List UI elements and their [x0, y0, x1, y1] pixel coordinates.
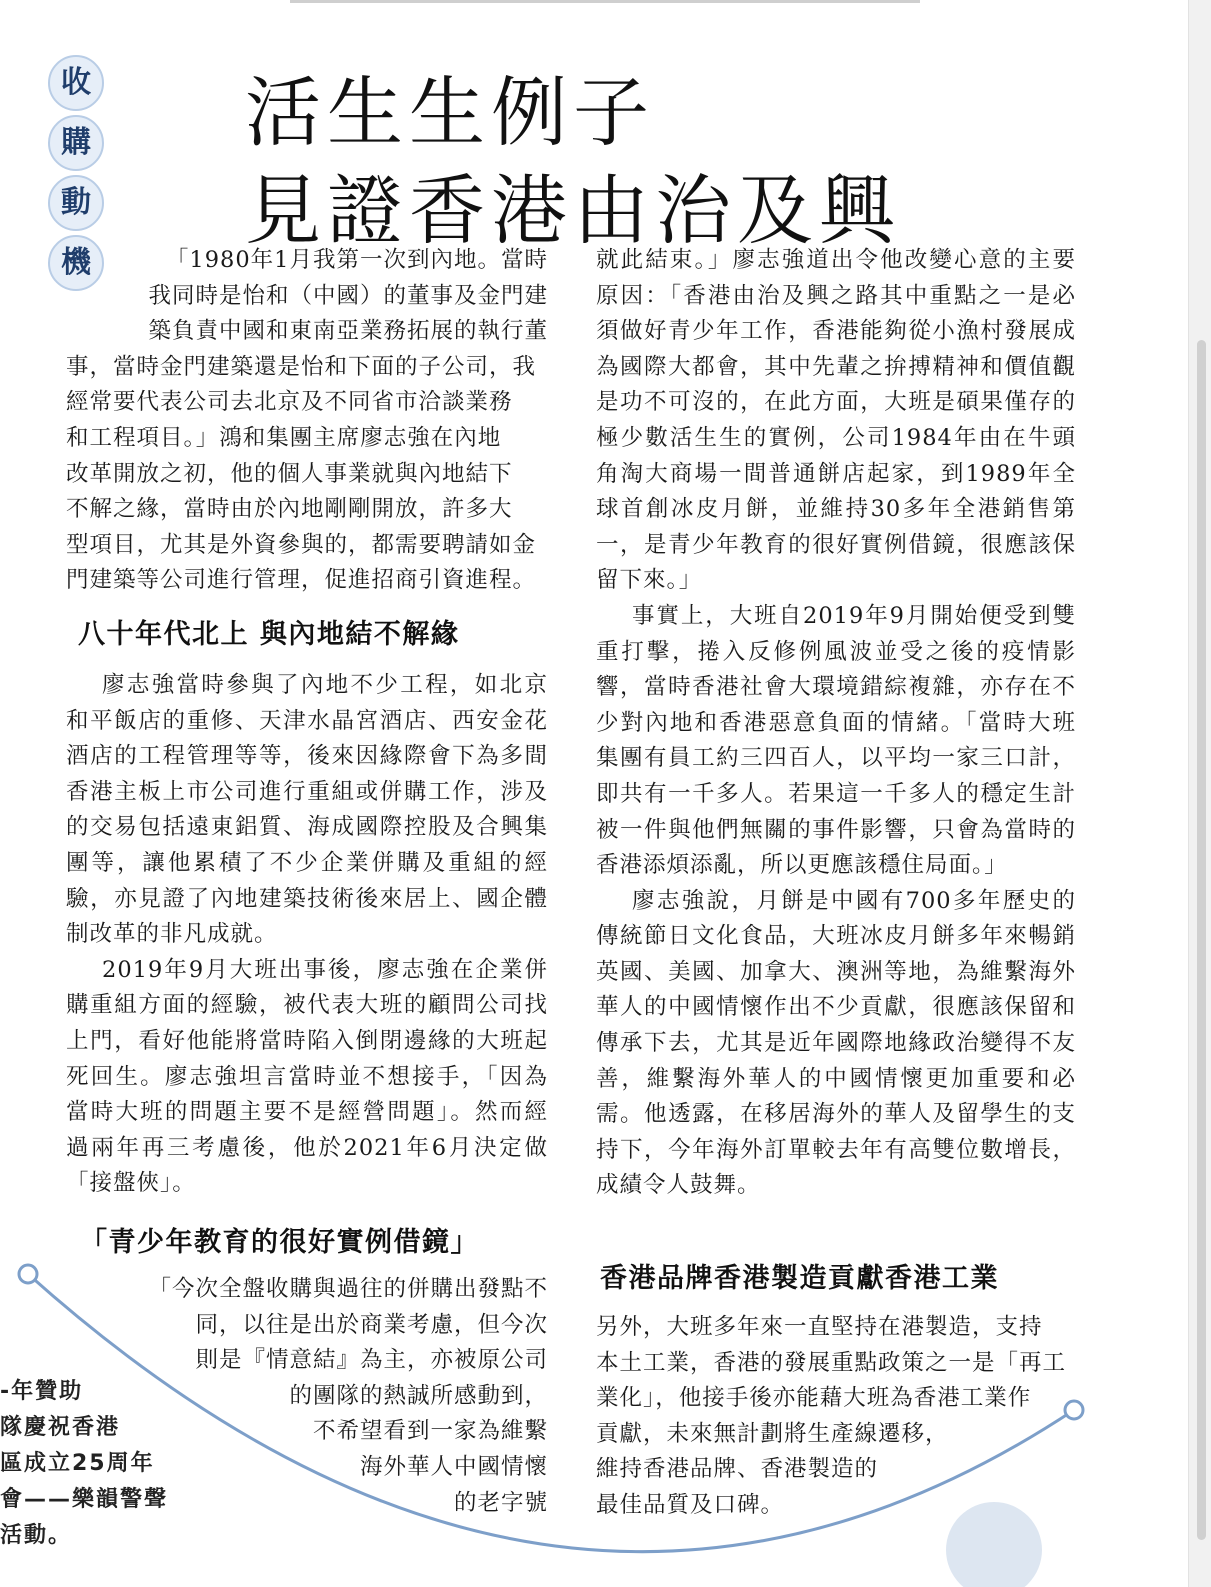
caption-line: 隊慶祝香港	[0, 1415, 121, 1440]
headline-line-2: 見證香港由治及興	[245, 166, 901, 255]
subheading-northbound: 八十年代北上 與內地結不解緣	[78, 619, 460, 650]
caption-line: 會——樂韻警聲	[0, 1487, 169, 1512]
top-rule	[290, 0, 920, 3]
text-line: 改革開放之初，他的個人事業就與內地結下	[66, 460, 513, 487]
paragraph-mooncake: 廖志強說，月餅是中國有700多年歷史的傳統節日文化食品，大班冰皮月餅多年來暢銷英國、美國、加拿大、澳洲等地，為維繫海外華人的中國情懷作出不少貢獻，很應該保留和傳承下去，尤其是近年國際地緣政治變得不友善，維繫海外華人的中國情懷更加重要和必需。他透露，在移居海外的華人及留學生的支持下，今年海外訂單較去年有高雙位數增長，成績令人鼓舞。	[596, 887, 1076, 1199]
subheading-youth-education: 「青少年教育的很好實例借鏡」	[80, 1227, 479, 1258]
text-line: 維持香港品牌、香港製造的	[596, 1456, 879, 1483]
left-intro-paragraph	[66, 243, 548, 599]
section-tag-char: 機	[48, 235, 104, 291]
text-line: 我同時是怡和（中國）的董事及金門建	[148, 282, 548, 309]
text-line: 不希望看到一家為維繫	[312, 1418, 548, 1445]
paragraph-reason: 就此結束。」廖志強道出令他改變心意的主要原因：「香港由治及興之路其中重點之一是必須做好青少年工作，香港能夠從小漁村發展成為國際大都會，其中先輩之拚搏精神和價值觀是功不可沒的，在此方面，大班是碩果僅存的極少數活生生的實例，公司1984年由在牛頭角淘大商場一間普通餅店起家，到1989年全球首創冰皮月餅，並維持30多年全港銷售第一，是青少年教育的很好實例借鏡，很應該保留下來。」	[596, 247, 1076, 594]
arc-end-dot	[1065, 1401, 1083, 1419]
arc-line	[28, 1274, 1074, 1552]
caption-line: -年贊助	[0, 1379, 84, 1404]
headline-line-1: 活生生例子	[245, 68, 655, 157]
text-line: 不解之緣，當時由於內地剛剛開放，許多大	[66, 496, 513, 523]
text-line: 海外華人中國情懷	[359, 1453, 548, 1480]
sidebar-caption	[0, 1374, 168, 1554]
paragraph-takeover: 2019年9月大班出事後，廖志強在企業併購重組方面的經驗，被代表大班的顧問公司找上門，看好他能將當時陷入倒閉邊緣的大班起死回生。廖志強坦言當時並不想接手，「因為當時大班的問題主要不是經營問題」。然而經過兩年再三考慮後，他於2021年6月決定做「接盤俠」。	[66, 956, 548, 1197]
text-line: 「今次全盤收購與過往的併購出發點不	[148, 1276, 548, 1302]
arc-end-dot	[19, 1265, 37, 1283]
section-tag-char: 購	[48, 115, 104, 171]
paragraph-double-blow: 事實上，大班自2019年9月開始便受到雙重打擊，捲入反修例風波並受之後的疫情影響，當時香港社會大環境錯綜複雜，亦存在不少對內地和香港惡意負面的情緒。「當時大班集團有員工約三四百人，以平均一家三口計，即共有一千多人。若果這一千多人的穩定生計被一件與他們無關的事件影響，只會為當時的香港添煩添亂，所以更應該穩住局面。」	[596, 602, 1076, 879]
text-line: 貢獻，未來無計劃將生產線遷移，	[596, 1420, 949, 1447]
text-line: 「1980年1月我第一次到內地。當時	[165, 247, 548, 273]
text-line: 經常要代表公司去北京及不同省市洽談業務	[66, 389, 513, 416]
text-line: 型項目，尤其是外資參與的，都需要聘請如金	[66, 531, 537, 558]
left-body	[66, 668, 548, 1202]
text-line: 本土工業，香港的發展重點政策之一是「再工	[596, 1349, 1067, 1376]
right-body	[596, 243, 1076, 1204]
decorative-circle	[946, 1502, 1042, 1587]
text-line: 同，以往是出於商業考慮，但今次	[195, 1311, 548, 1338]
text-line: 業化」，他接手後亦能藉大班為香港工業作	[596, 1385, 1032, 1412]
text-line: 則是『情意結』為主，亦被原公司	[195, 1347, 548, 1374]
section-tag-char: 收	[48, 55, 104, 111]
subheading-hk-brand: 香港品牌香港製造貢獻香港工業	[600, 1263, 999, 1294]
text-line: 最佳品質及口碑。	[596, 1491, 785, 1518]
text-line: 和工程項目。」鴻和集團主席廖志強在內地	[66, 424, 502, 451]
caption-line: 區成立25周年	[0, 1451, 155, 1476]
text-line: 的老字號	[453, 1489, 548, 1516]
text-line: 事，當時金門建築還是怡和下面的子公司，我	[66, 353, 537, 380]
section-tag-char: 動	[48, 175, 104, 231]
decorative-arc	[0, 1250, 1211, 1587]
caption-line: 活動。	[0, 1523, 73, 1548]
text-line: 門建築等公司進行管理，促進招商引資進程。	[66, 567, 537, 594]
text-line: 的團隊的熱誠所感動到，	[289, 1382, 548, 1409]
text-line: 築負責中國和東南亞業務拓展的執行董	[148, 318, 548, 345]
paragraph-projects: 廖志強當時參與了內地不少工程，如北京和平飯店的重修、天津水晶宮酒店、西安金花酒店的工程管理等等，後來因緣際會下為多間香港主板上市公司進行重組或併購工作，涉及的交易包括遠東鋁質、海成國際控股及合興集團等，讓他累積了不少企業併購及重組的經驗，亦見證了內地建築技術後來居上、國企體制改革的非凡成就。	[66, 672, 548, 948]
text-line: 另外，大班多年來一直堅持在港製造，支持	[596, 1314, 1043, 1340]
